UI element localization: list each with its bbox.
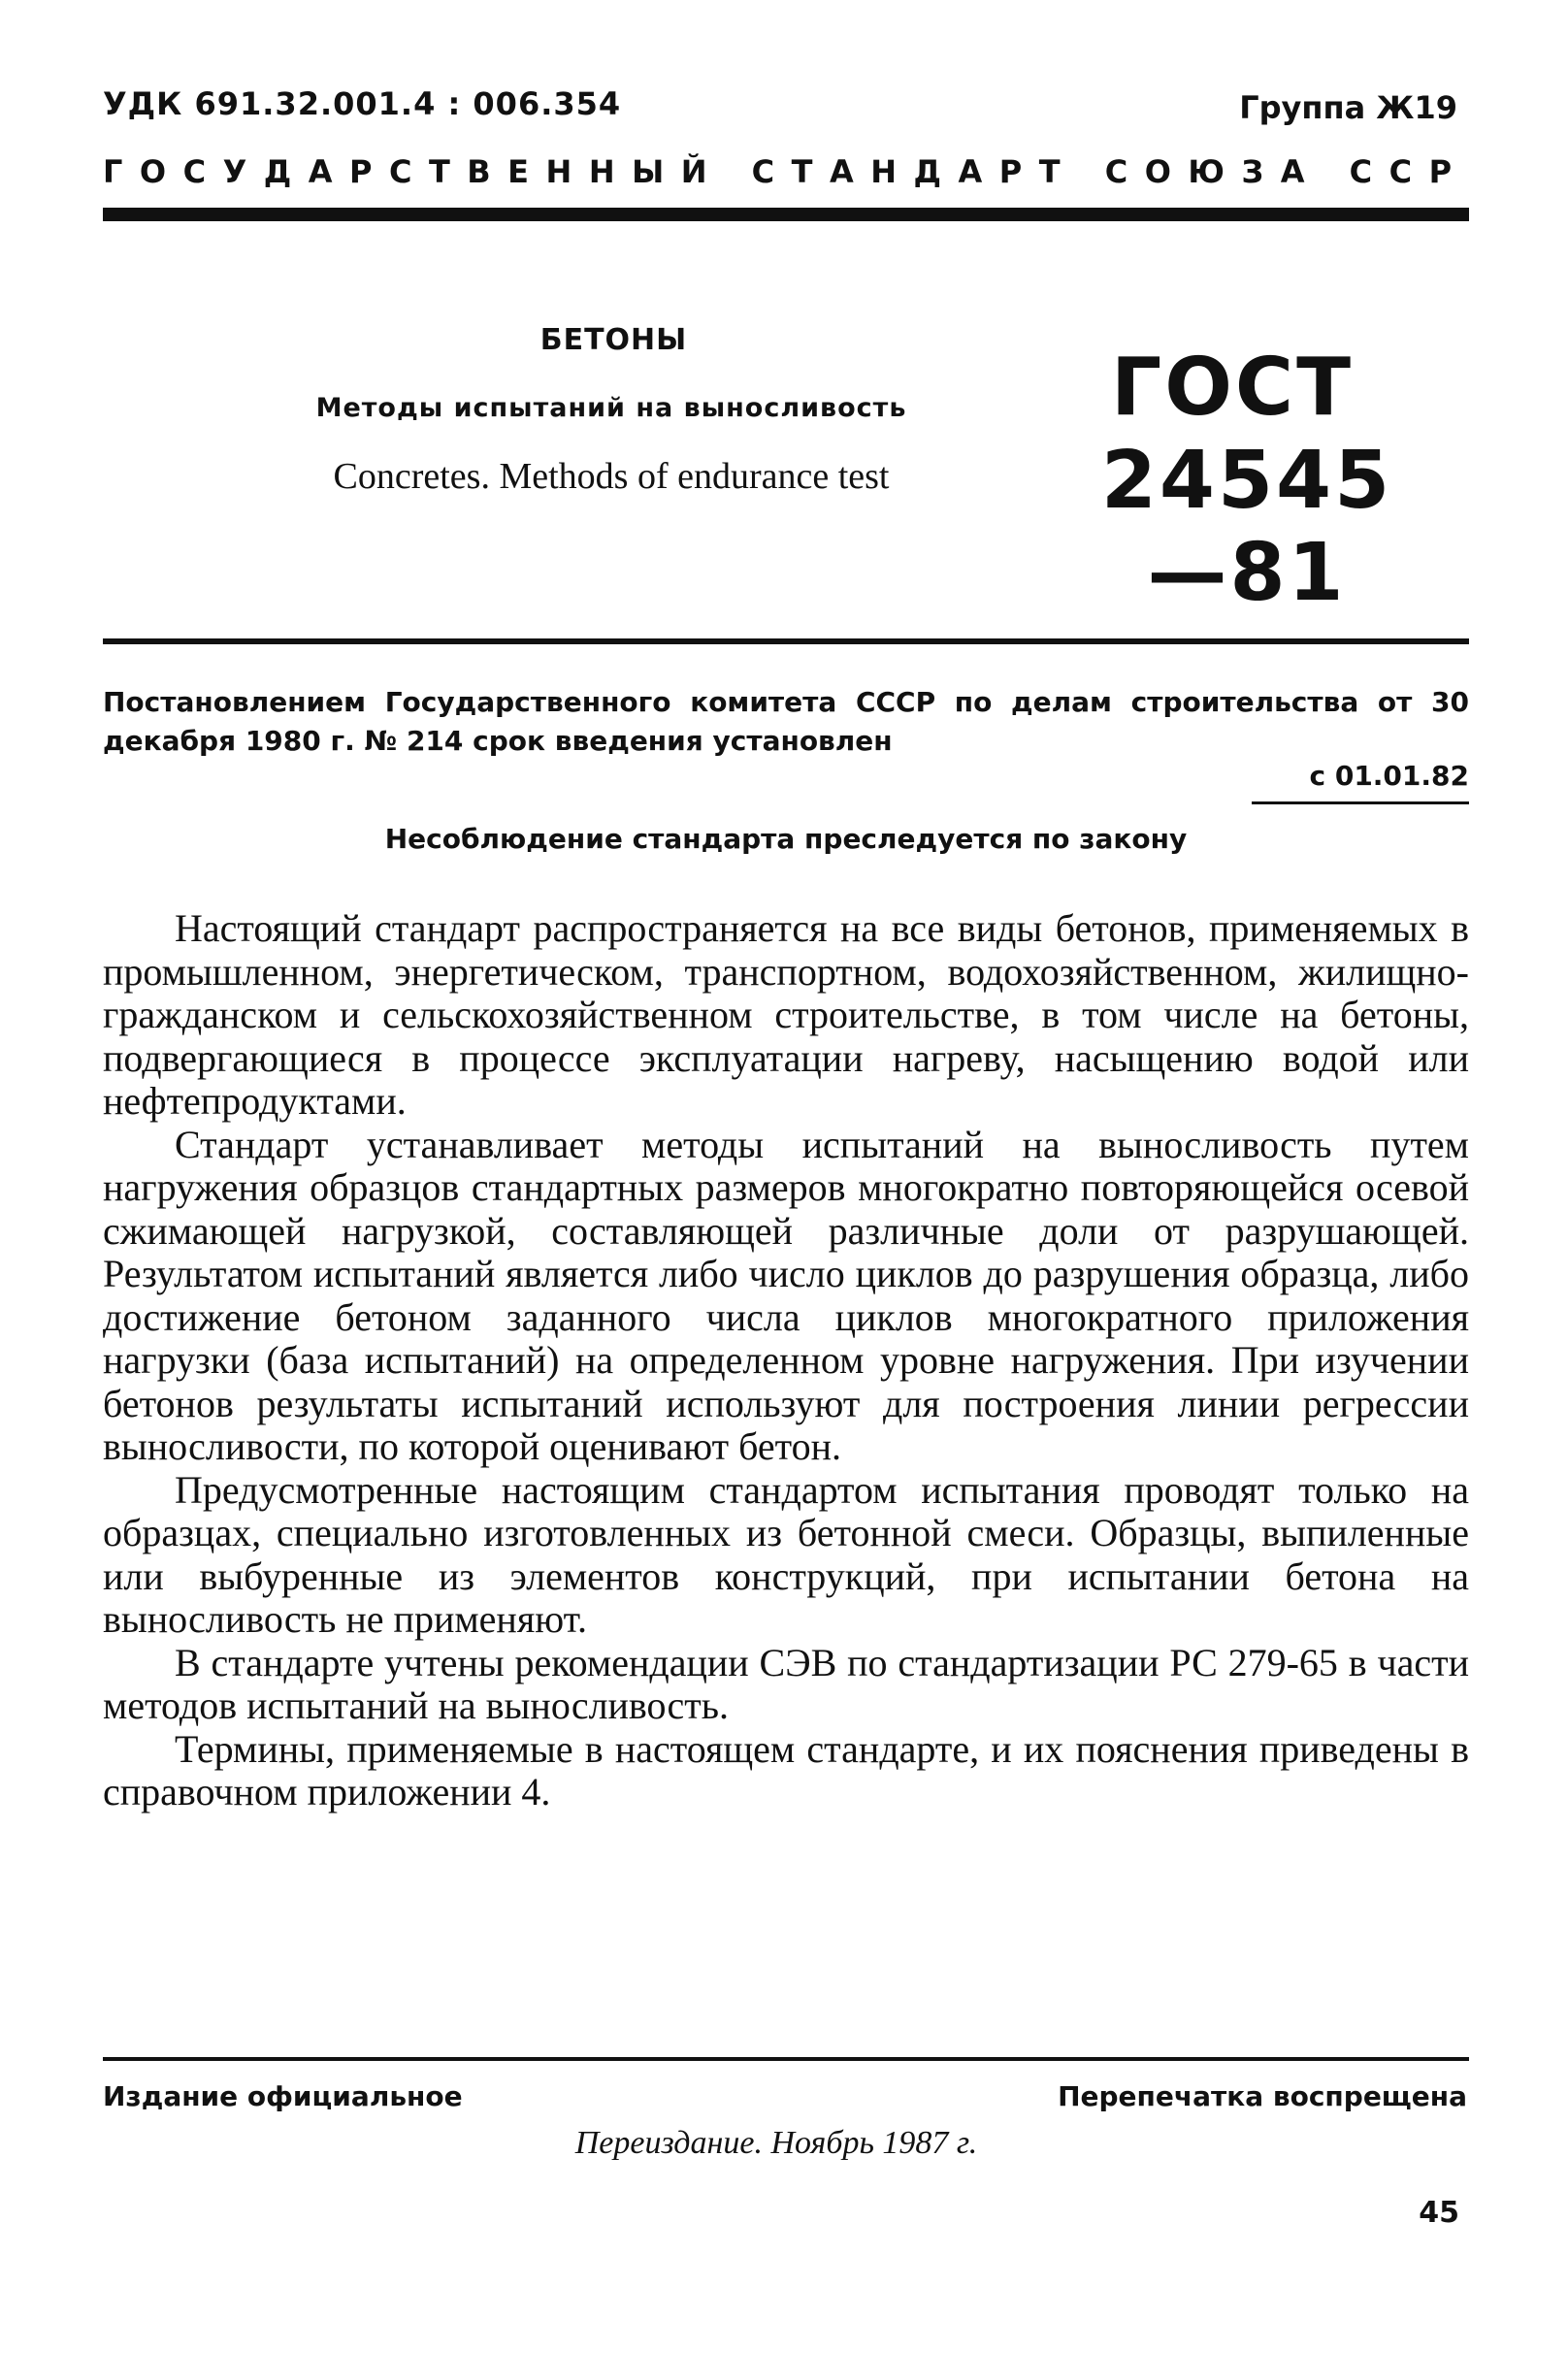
title-ru: БЕТОНЫ <box>539 323 688 357</box>
subtitle-ru: Методы испытаний на выносливость <box>315 393 907 423</box>
udk-code: УДК 691.32.001.4 : 006.354 <box>103 85 622 122</box>
gost-label: ГОСТ <box>1110 342 1355 434</box>
effective-date: с 01.01.82 <box>1309 760 1469 792</box>
body-paragraph: Термины, применяемые в настоящем стандарте, и их пояснения приведены в справочном приложении 4. <box>103 1726 1469 1814</box>
decree-text: Постановлением Государственного комитета СССР по делам строительства от 30 декабря 1980 г. № 214 срок введения установлен <box>103 686 1469 757</box>
page-number: 45 <box>1419 2196 1459 2230</box>
edition-label: Издание официальное <box>103 2080 463 2112</box>
group-code: Группа Ж19 <box>1239 89 1457 126</box>
legal-notice: Несоблюдение стандарта преследуется по закону <box>384 823 1188 855</box>
header-rule <box>103 208 1469 221</box>
gost-number: 24545—81 <box>1100 435 1393 619</box>
body-paragraph: В стандарте учтены рекомендации СЭВ по стандартизации РС 279-65 в части методов испытаний на выносливость. <box>103 1640 1469 1727</box>
standard-line: ГОСУДАРСТВЕННЫЙ СТАНДАРТ СОЮЗА ССР <box>103 153 1469 190</box>
footer-rule <box>103 2057 1469 2061</box>
body-paragraph: Стандарт устанавливает методы испытаний на выносливость путем нагружения образцов стандартных размеров многократно повторяющейся осевой сжимающей нагрузкой, составляющей различные доли от разрушающей. Результатом испытаний является либо число циклов до разрушения образца, либо достижение бетоном заданного числа циклов многократного приложения нагрузки (база испытаний) на определенном уровне нагружения. При изучении бетонов результаты испытаний используют для построения линии регрессии выносливости, по которой оценивают бетон. <box>103 1122 1469 1468</box>
reprint-notice: Перепечатка воспрещена <box>1058 2080 1467 2112</box>
effective-date-rule <box>1252 801 1469 804</box>
body-paragraph: Предусмотренные настоящим стандартом испытания проводят только на образцах, специально изготовленных из бетонной смеси. Образцы, выпиленные или выбуренные из элементов конструкций, при испытании бетона на выносливость не применяют. <box>103 1467 1469 1641</box>
title-rule <box>103 638 1469 644</box>
subtitle-en: Concretes. Methods of endurance test <box>333 456 890 497</box>
body-text <box>103 907 1469 1814</box>
body-paragraph: Настоящий стандарт распространяется на все виды бетонов, применяемых в промышленном, энергетическом, транспортном, водохозяйственном, жилищно-гражданском и сельскохозяйственном строительстве, в том числе на бетоны, подвергающиеся в процессе эксплуатации нагреву, насыщению водой или нефтепродуктами. <box>103 906 1469 1123</box>
reissue-note: Переиздание. Ноябрь 1987 г. <box>574 2125 978 2161</box>
